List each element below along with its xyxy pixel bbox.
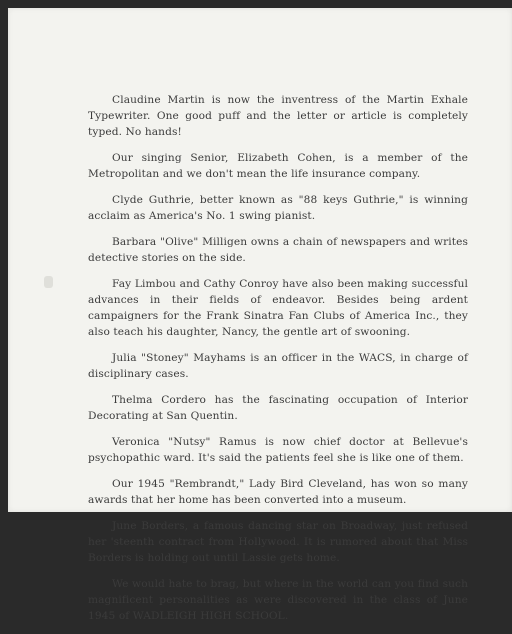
paragraph-clyde-guthrie: Clyde Guthrie, better known as "88 keys Guthrie," is winning acclaim as America's No. 1 swing pianist. (88, 194, 468, 222)
paragraph-fay-limbou-cathy-conroy: Fay Limbou and Cathy Conroy have also been making successful advances in their fields of endeavor. Besides being ardent campaigners for the Frank Sinatra Fan Clubs of America Inc., they also teach his daughter, Nancy, the gentle art of swooning. (88, 278, 468, 338)
paper-stain (44, 276, 53, 288)
paragraph-veronica-ramus: Veronica "Nutsy" Ramus is now chief doctor at Bellevue's psychopathic ward. It's said the patients feel she is like one of them. (88, 436, 468, 464)
paragraph-june-borders: June Borders, a famous dancing star on Broadway, just refused her 'steenth contract from Hollywood. It is rumored about that Miss Borders is holding out until Lassie gets home. (88, 520, 468, 564)
paragraph-closing: We would hate to brag, but where in the world can you find such magnificent personalities as were discovered in the class of June 1945 of WADLEIGH HIGH SCHOOL. (88, 578, 468, 622)
paragraph-thelma-cordero: Thelma Cordero has the fascinating occupation of Interior Decorating at San Quentin. (88, 394, 468, 422)
paragraph-claudine-martin: Claudine Martin is now the inventress of the Martin Exhale Typewriter. One good puff and the letter or article is completely typed. No hands! (88, 94, 468, 138)
paragraph-julia-mayhams: Julia "Stoney" Mayhams is an officer in the WACS, in charge of disciplinary cases. (88, 352, 468, 380)
paragraph-barbara-milligen: Barbara "Olive" Milligen owns a chain of newspapers and writes detective stories on the side. (88, 236, 468, 264)
document-body (88, 92, 468, 634)
paragraph-lady-bird-cleveland: Our 1945 "Rembrandt," Lady Bird Cleveland, has won so many awards that her home has been converted into a museum. (88, 478, 468, 506)
document-page (8, 8, 512, 622)
paragraph-elizabeth-cohen: Our singing Senior, Elizabeth Cohen, is a member of the Metropolitan and we don't mean the life insurance company. (88, 152, 468, 180)
